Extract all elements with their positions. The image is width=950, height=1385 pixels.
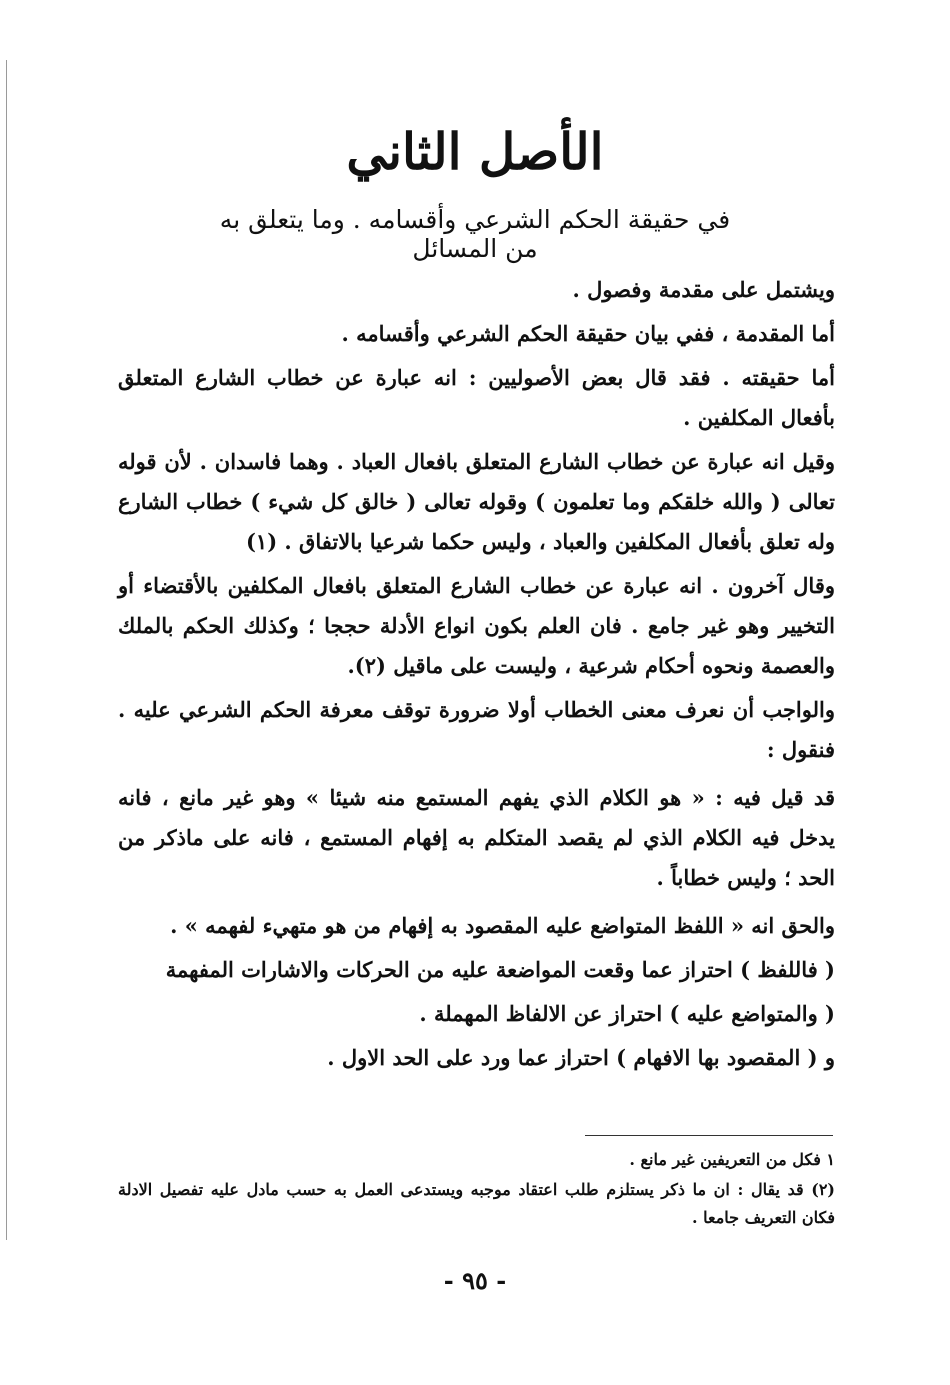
- paragraph: أما حقيقته . فقد قال بعض الأصوليين : انه عبارة عن خطاب الشارع المتعلق بأفعال المكلفين .: [118, 365, 835, 430]
- paragraph: ( والمتواضع عليه ) احتراز عن الالفاظ المهملة .: [419, 1001, 835, 1026]
- footnote: (٢) قد يقال : ان ما ذكر يستلزم طلب اعتقاد موجبه ويستدعى العمل به حسب مادل عليه تفصيل الادلة فكان التعريف جامعا .: [118, 1180, 835, 1227]
- page-number: - ٩٥ -: [443, 1266, 507, 1295]
- paragraph: ويشتمل على مقدمة وفصول .: [572, 277, 835, 302]
- paragraph: والحق انه « اللفظ المتواضع عليه المقصود به إفهام من هو متهيء لفهمه » .: [170, 913, 835, 938]
- body-text: [118, 270, 835, 1082]
- footnote-divider: [585, 1135, 833, 1136]
- paragraph: قد قيل فيه : « هو الكلام الذي يفهم المستمع منه شيئا » وهو غير مانع ، فانه يدخل فيه الكلام الذي لم يقصد المتكلم به إفهام المستمع ، فانه على ماذكر من الحد ؛ وليس خطاباً .: [118, 785, 835, 890]
- paragraph: و ( المقصود بها الافهام ) احتراز عما ورد على الحد الاول .: [327, 1045, 835, 1070]
- paragraph: وقال آخرون . انه عبارة عن خطاب الشارع المتعلق بافعال المكلفين بالأقتضاء أو التخيير وهو غير جامع . فان العلم بكون انواع الأدلة حججا ؛ وكذلك الحكم بالملك والعصمة ونحوه أحكام شرعية ، وليست على ماقيل (٢).: [118, 573, 835, 678]
- footnotes: [118, 1146, 835, 1234]
- paragraph: أما المقدمة ، ففي بيان حقيقة الحكم الشرعي وأقسامه .: [341, 321, 835, 346]
- chapter-title: الأصل الثاني: [346, 122, 604, 181]
- paragraph: وقيل انه عبارة عن خطاب الشارع المتعلق بافعال العباد . وهما فاسدان . لأن قوله تعالى ( والله خلقكم وما تعلمون ) وقوله تعالى ( خالق كل شيء ) خطاب الشارع وله تعلق بأفعال المكلفين والعباد ، وليس حكما شرعيا بالاتفاق . (١): [118, 449, 835, 554]
- footnote: ١ فكل من التعريفين غير مانع .: [629, 1150, 835, 1169]
- paragraph: ( فاللفظ ) احتراز عما وقعت المواضعة عليه من الحركات والاشارات المفهمة: [165, 957, 835, 982]
- paragraph: والواجب أن نعرف معنى الخطاب أولا ضرورة توقف معرفة الحكم الشرعي عليه . فنقول :: [118, 697, 835, 762]
- chapter-subtitle: في حقيقة الحكم الشرعي وأقسامه . وما يتعلق به من المسائل: [219, 205, 731, 263]
- page-edge-line: [6, 60, 7, 1240]
